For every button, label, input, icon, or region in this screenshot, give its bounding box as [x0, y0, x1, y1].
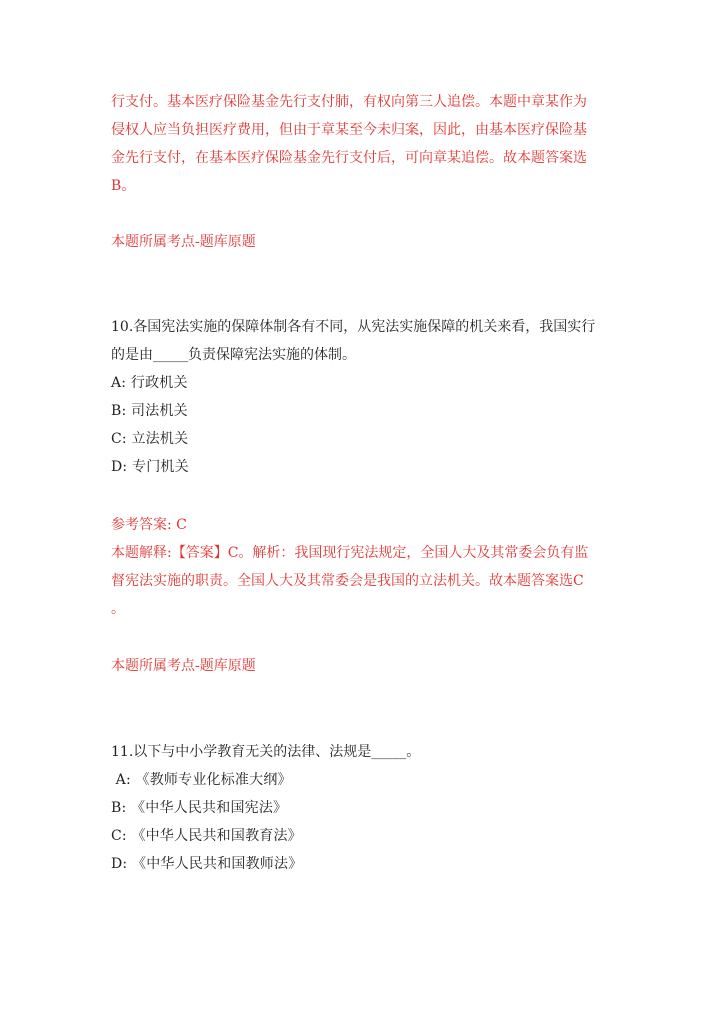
question-stem-line: 11.以下与中小学教育无关的法律、法规是_____。: [111, 744, 421, 760]
q10-options: [111, 369, 611, 481]
question-stem-line: 10.各国宪法实施的保障体制各有不同，从宪法实施保障的机关来看，我国实行: [111, 319, 596, 335]
q9-explanation-line: 金先行支付，在基本医疗保险基金先行支付后，可向章某追偿。故本题答案选: [111, 150, 587, 166]
q11-stem: [111, 738, 611, 766]
q9-explanation-line: 行支付。基本医疗保险基金先行支付肺，有权向第三人追偿。本题中章某作为: [111, 94, 587, 110]
reference-answer: 参考答案: C: [111, 517, 187, 533]
option-b: B: 《中华人民共和国宪法》: [111, 800, 288, 816]
q9-explanation: [111, 88, 611, 200]
topic-label: 本题所属考点-题库原题: [111, 234, 256, 250]
explanation-line: 本题解释:【答案】C。解析：我国现行宪法规定，全国人大及其常委会负有监: [111, 545, 589, 561]
explanation-line: 督宪法实施的职责。全国人大及其常委会是我国的立法机关。故本题答案选C: [111, 573, 584, 589]
option-d: D: 专门机关: [111, 459, 189, 475]
q9-explanation-line: B。: [111, 178, 136, 194]
topic-label: 本题所属考点-题库原题: [111, 658, 256, 674]
option-b: B: 司法机关: [111, 403, 188, 419]
q10-stem: [111, 313, 611, 369]
q9-explanation-line: 侵权人应当负担医疗费用，但由于章某至今未归案，因此，由基本医疗保险基: [111, 122, 587, 138]
option-c: C: 立法机关: [111, 431, 189, 447]
option-c: C: 《中华人民共和国教育法》: [111, 828, 302, 844]
q10-answer-block: [111, 511, 611, 623]
explanation-line: 。: [111, 601, 125, 617]
q10-topic: [111, 652, 611, 680]
option-d: D: 《中华人民共和国教师法》: [111, 856, 303, 872]
option-a: A: 行政机关: [111, 375, 188, 391]
question-stem-line: 的是由_____负责保障宪法实施的体制。: [111, 347, 356, 363]
q11-options: [111, 766, 611, 878]
option-a: A: 《教师专业化标准大纲》: [111, 772, 292, 788]
q9-topic: [111, 228, 611, 256]
